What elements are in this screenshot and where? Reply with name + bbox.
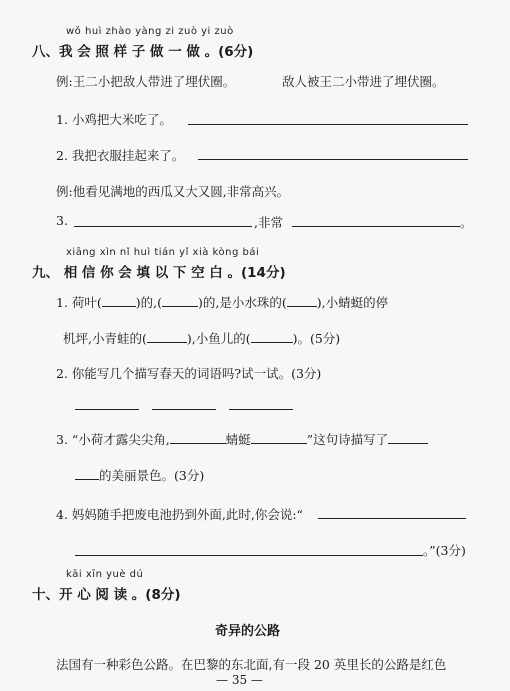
- q1-text-g: )。(5分): [292, 331, 341, 346]
- q1-text-f: ),小鱼儿的(: [186, 331, 251, 346]
- q3-text-a: 3. “小荷才露尖尖角,: [56, 432, 170, 447]
- answer-line-q3-right[interactable]: [292, 226, 460, 227]
- section9-question3-line1: [56, 430, 428, 448]
- blank-q1-3[interactable]: [287, 306, 317, 307]
- section8-example2: 例:他看见满地的西瓜又大又圆,非常高兴。: [56, 184, 290, 199]
- section8-example1-left: 例:王二小把敌人带进了埋伏圈。: [56, 74, 236, 89]
- answer-line-q2-1[interactable]: [75, 409, 139, 410]
- section8-question3-number: 3.: [56, 213, 68, 228]
- section9-question4-end: 。”(3分): [423, 543, 466, 558]
- section10-pinyin: kāi xīn yuè dú: [66, 569, 144, 580]
- section8-heading: 八、我 会 照 样 子 做 一 做 。(6分): [32, 44, 254, 60]
- blank-q1-5[interactable]: [251, 342, 293, 343]
- blank-q3-2[interactable]: [251, 443, 307, 444]
- answer-line-q3-left[interactable]: [74, 226, 252, 227]
- q3-text-c: ”这句诗描写了: [306, 432, 389, 447]
- section9-question3-line2: [75, 466, 204, 484]
- section9-pinyin: xiāng xìn nǐ huì tián yǐ xià kòng bái: [66, 247, 260, 258]
- answer-line-q2[interactable]: [198, 159, 468, 160]
- q1-text-a: 1. 荷叶(: [56, 295, 102, 310]
- section9-question2: 2. 你能写几个描写春天的词语吗?试一试。(3分): [56, 366, 322, 381]
- section8-question1: 1. 小鸡把大米吃了。: [56, 112, 172, 127]
- q1-text-c: )的,是小水珠的(: [198, 295, 287, 310]
- section10-heading: 十、开 心 阅 读 。(8分): [32, 587, 181, 603]
- blank-q1-1[interactable]: [102, 306, 136, 307]
- section8-example1-right: 敌人被王二小带进了埋伏圈。: [282, 74, 445, 89]
- page-number: — 35 —: [216, 673, 263, 687]
- reading-paragraph: 法国有一种彩色公路。在巴黎的东北面,有一段 20 英里长的公路是红色: [56, 657, 447, 672]
- section9-question1-line2: [63, 329, 340, 347]
- answer-line-q4-2[interactable]: [75, 555, 423, 556]
- answer-line-q2-3[interactable]: [229, 409, 293, 410]
- reading-title: 奇异的公路: [215, 624, 281, 639]
- section8-question2: 2. 我把衣服挂起来了。: [56, 148, 185, 163]
- answer-line-q1[interactable]: [188, 124, 468, 125]
- section9-question1-line1: [56, 293, 388, 311]
- q3-text-b: 蜻蜓: [225, 432, 251, 447]
- blank-q3-4[interactable]: [75, 479, 99, 480]
- answer-line-q2-2[interactable]: [152, 409, 216, 410]
- q1-text-d: ),小蜻蜓的停: [316, 295, 389, 310]
- section9-heading: 九、 相 信 你 会 填 以 下 空 白 。(14分): [32, 265, 286, 281]
- blank-q3-3[interactable]: [388, 443, 428, 444]
- q1-text-b: )的,(: [135, 295, 163, 310]
- blank-q1-4[interactable]: [147, 342, 187, 343]
- q3-text-d: 的美丽景色。(3分): [99, 468, 205, 483]
- q1-text-e: 机坪,小青蛙的(: [63, 331, 147, 346]
- section8-question3-end: 。: [460, 215, 473, 230]
- answer-line-q4-1[interactable]: [318, 518, 466, 519]
- blank-q1-2[interactable]: [162, 306, 198, 307]
- section9-question4-line1: 4. 妈妈随手把废电池扔到外面,此时,你会说:“: [56, 507, 303, 522]
- blank-q3-1[interactable]: [170, 443, 226, 444]
- section8-pinyin: wǒ huì zhào yàng zi zuò yi zuò: [66, 26, 234, 37]
- section8-question3-mid: ,非常: [254, 215, 283, 230]
